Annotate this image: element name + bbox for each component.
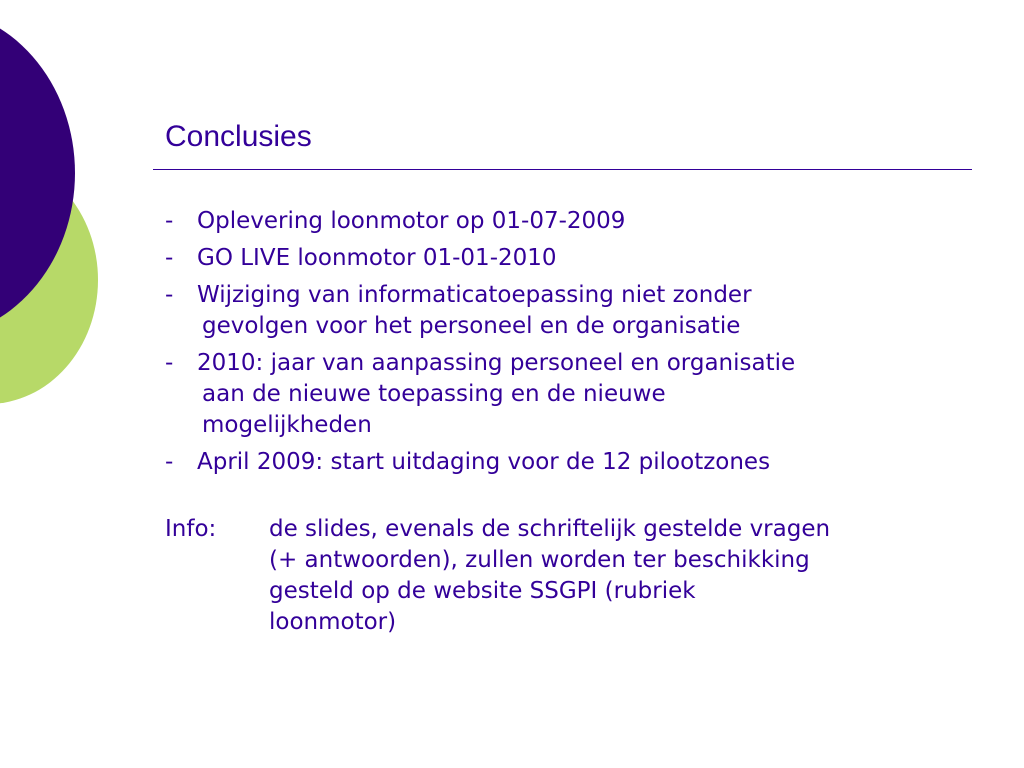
title-divider: [153, 169, 972, 170]
info-paragraph: [165, 514, 965, 638]
bullet-marker: -: [165, 245, 174, 271]
info-line: gesteld op de website SSGPI (rubriek: [269, 578, 696, 604]
bullet-line: 2010: jaar van aanpassing personeel en organisatie: [197, 350, 796, 376]
bullet-marker: -: [165, 449, 174, 475]
list-item: [165, 348, 965, 441]
bullet-line: mogelijkheden: [202, 412, 372, 438]
info-line: de slides, evenals de schriftelijk gestelde vragen: [269, 516, 831, 542]
bullet-line: Oplevering loonmotor op 01-07-2009: [197, 208, 626, 234]
bullet-list: [165, 206, 965, 478]
bullet-marker: -: [165, 282, 174, 308]
bullet-line: April 2009: start uitdaging voor de 12 pilootzones: [197, 449, 771, 475]
bullet-line: GO LIVE loonmotor 01-01-2010: [197, 245, 557, 271]
bullet-line: aan de nieuwe toepassing en de nieuwe: [202, 381, 666, 407]
bullet-line: Wijziging van informaticatoepassing niet zonder: [197, 282, 752, 308]
list-item: [165, 206, 965, 237]
bullet-marker: -: [165, 208, 174, 234]
slide-title: Conclusies: [165, 120, 312, 153]
info-line: loonmotor): [269, 609, 397, 635]
bullet-marker: -: [165, 350, 174, 376]
info-label: Info:: [165, 516, 217, 542]
info-line: (+ antwoorden), zullen worden ter beschikking: [269, 547, 810, 573]
list-item: [165, 447, 965, 478]
list-item: [165, 243, 965, 274]
list-item: [165, 280, 965, 342]
slide-body: [165, 206, 965, 638]
bullet-line: gevolgen voor het personeel en de organisatie: [202, 313, 741, 339]
